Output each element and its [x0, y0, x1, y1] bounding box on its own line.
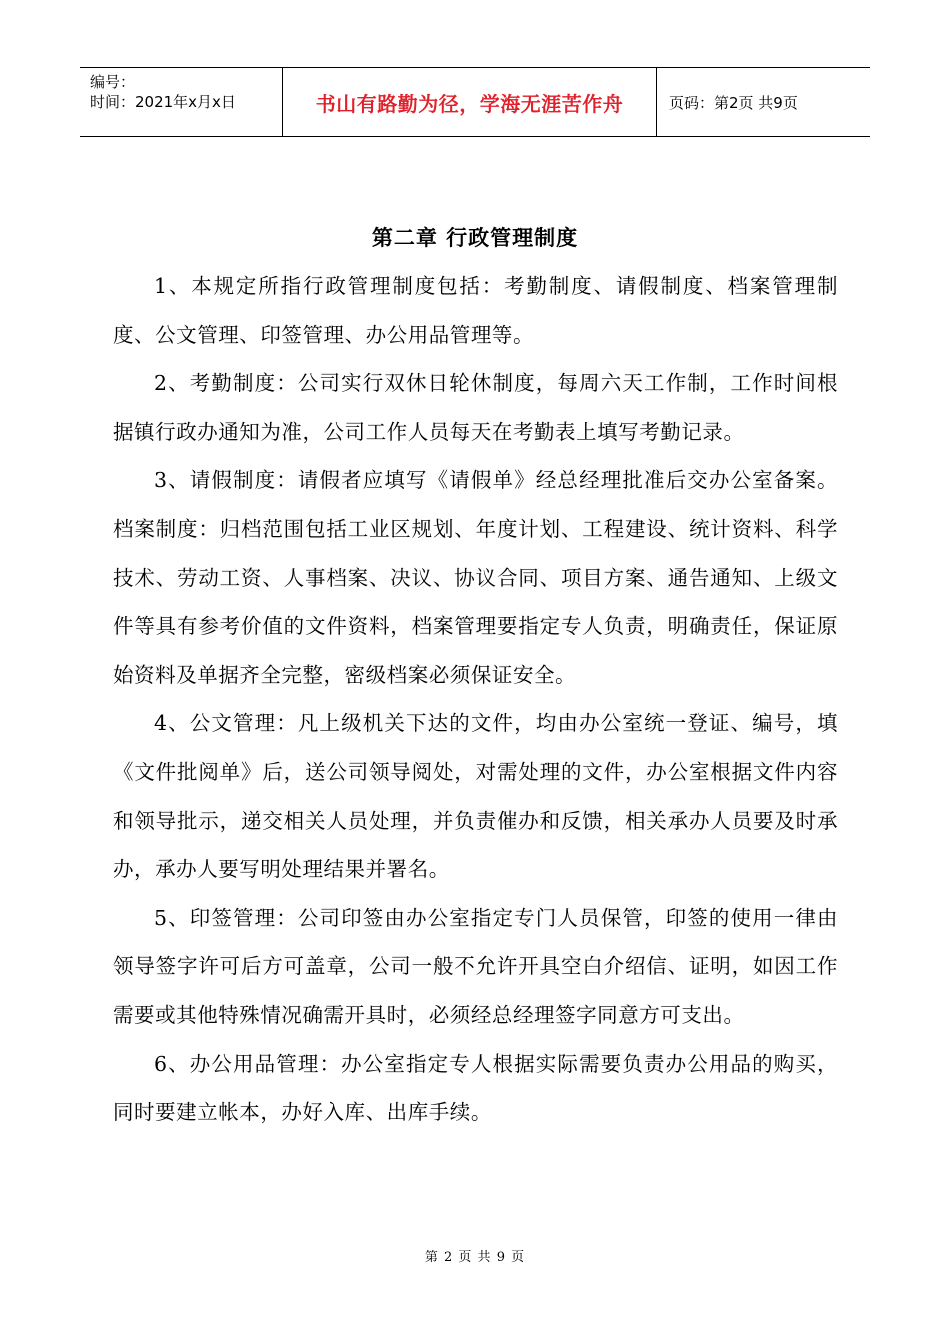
document-number-label: 编号： — [90, 73, 136, 91]
paragraph-3: 3、请假制度：请假者应填写《请假单》经总经理批准后交办公室备案。档案制度：归档范围包括工业区规划、年度计划、工程建设、统计资料、科学技术、劳动工资、人事档案、决议、协议合同、项目方案、通告通知、上级文件等具有参考价值的文件资料，档案管理要指定专人负责，明确责任，保证原始资料及单据齐全完整，密级档案必须保证安全。 — [113, 468, 838, 687]
paragraph-4: 4、公文管理：凡上级机关下达的文件，均由办公室统一登证、编号，填《文件批阅单》后，送公司领导阅处，对需处理的文件，办公室根据文件内容和领导批示，递交相关人员处理，并负责催办和反馈，相关承办人员要及时承办，承办人要写明处理结果并署名。 — [113, 711, 838, 882]
paragraph-5: 5、印签管理：公司印签由办公室指定专门人员保管，印签的使用一律由领导签字许可后方可盖章，公司一般不允许开具空白介绍信、证明，如因工作需要或其他特殊情况确需开具时，必须经总经理签字同意方可支出。 — [113, 905, 838, 1027]
page-header — [80, 67, 870, 137]
header-page-label: 页码：第2页 共9页 — [669, 93, 798, 112]
document-body — [113, 262, 838, 1137]
chapter-title: 第二章 行政管理制度 — [371, 226, 579, 250]
paragraph-1: 1、本规定所指行政管理制度包括：考勤制度、请假制度、档案管理制度、公文管理、印签管理、办公用品管理等。 — [113, 274, 838, 347]
document-date-label: 时间：2021年x月x日 — [90, 93, 236, 111]
paragraph-6: 6、办公用品管理：办公室指定专人根据实际需要负责办公用品的购买，同时要建立帐本，办好入库、出库手续。 — [113, 1051, 838, 1125]
header-meta — [80, 68, 283, 136]
header-motto: 书山有路勤为径，学海无涯苦作舟 — [283, 68, 657, 136]
page-footer: 第 2 页 共 9 页 — [424, 1250, 526, 1265]
paragraph-2: 2、考勤制度：公司实行双休日轮休制度，每周六天工作制，工作时间根据镇行政办通知为准，公司工作人员每天在考勤表上填写考勤记录。 — [113, 371, 838, 444]
